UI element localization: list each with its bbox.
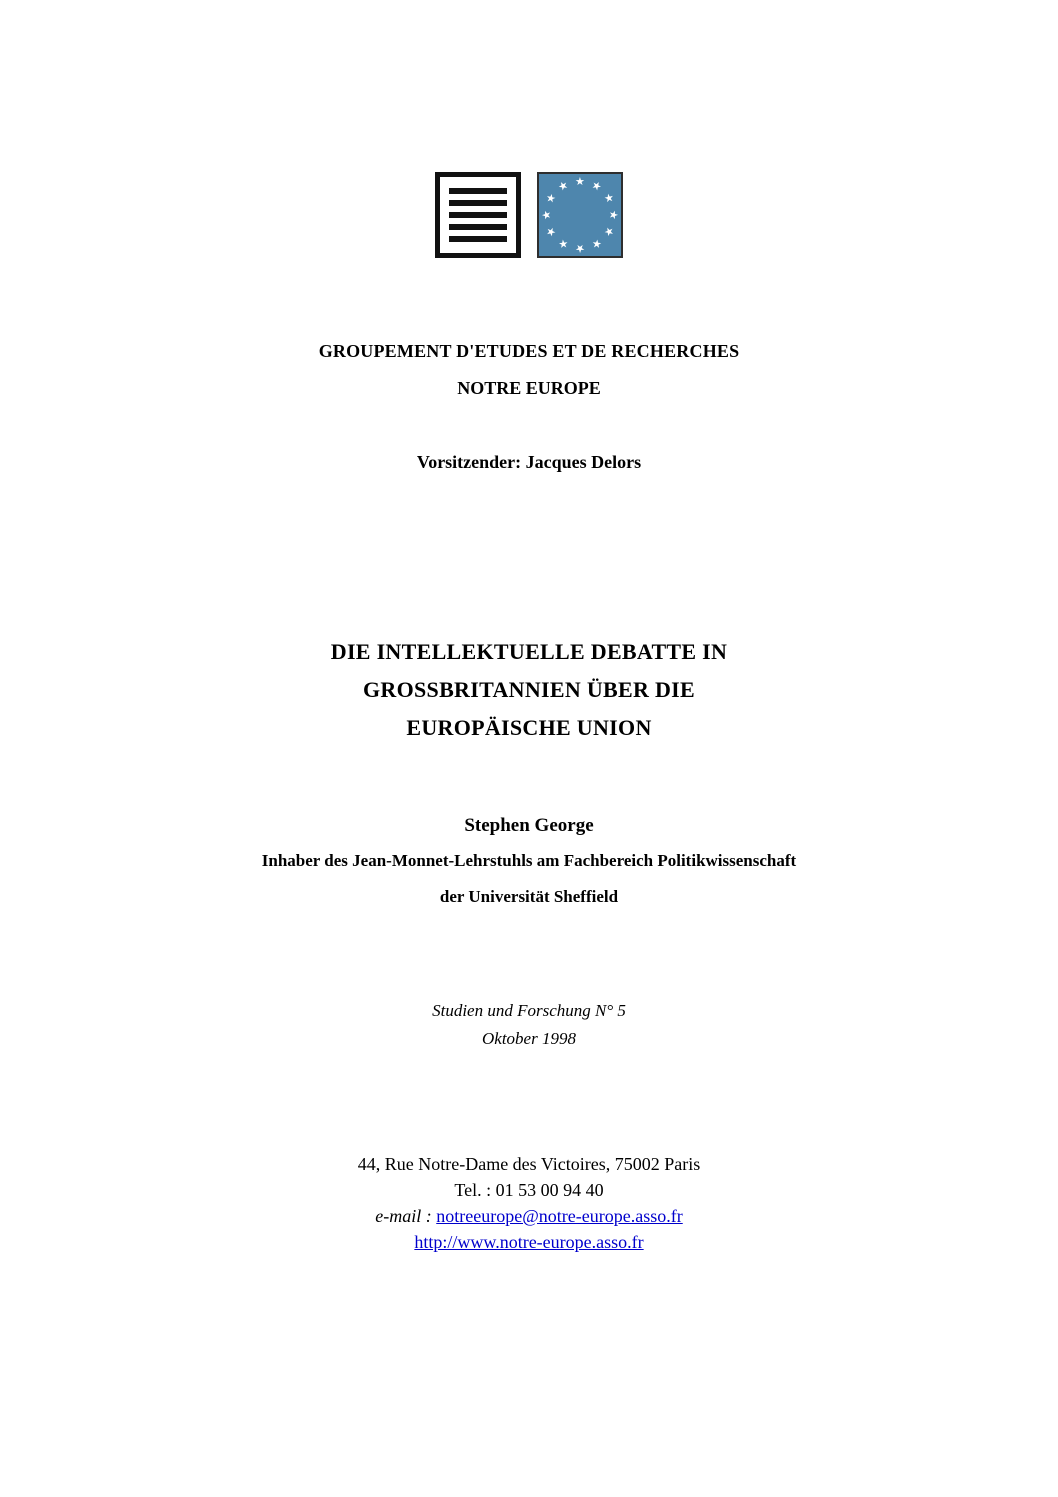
author-role-line2: der Universität Sheffield: [439, 887, 619, 906]
postal-address: 44, Rue Notre-Dame des Victoires, 75002 Paris: [357, 1154, 701, 1174]
email-line: [0, 1203, 1058, 1229]
series-block: [0, 997, 1058, 1053]
phone-number: Tel. : 01 53 00 94 40: [454, 1180, 604, 1200]
author-role-line1: Inhaber des Jean-Monnet-Lehrstuhls am Fachbereich Politikwissenschaft: [261, 851, 797, 870]
document-lines-logo-icon: [435, 172, 521, 258]
website-line: [0, 1229, 1058, 1255]
author-name: Stephen George: [464, 815, 594, 836]
logo-bar: [449, 236, 507, 242]
eu-flag-logo-icon: ★ ★ ★ ★ ★ ★ ★ ★ ★ ★ ★ ★: [537, 172, 623, 258]
title-line-2: GROSSBRITANNIEN ÜBER DIE: [363, 677, 695, 702]
website-link[interactable]: http://www.notre-europe.asso.fr: [414, 1232, 644, 1252]
contact-block: [0, 1151, 1058, 1255]
title-line-1: DIE INTELLEKTUELLE DEBATTE IN: [330, 639, 728, 664]
organisation-name-line2: NOTRE EUROPE: [457, 378, 601, 398]
publication-date: Oktober 1998: [482, 1029, 576, 1048]
title-line-3: EUROPÄISCHE UNION: [406, 715, 652, 740]
series-title: Studien und Forschung N° 5: [432, 1001, 626, 1020]
logo-bar: [449, 200, 507, 206]
logo-bar: [449, 212, 507, 218]
email-label: e-mail :: [375, 1206, 437, 1226]
logo-bar: [449, 224, 507, 230]
organisation-name-line1: GROUPEMENT D'ETUDES ET DE RECHERCHES: [318, 341, 740, 361]
logo-bar: [449, 188, 507, 194]
document-title: [0, 633, 1058, 747]
logo-row: [0, 172, 1058, 258]
email-link[interactable]: notreeurope@notre-europe.asso.fr: [436, 1206, 683, 1226]
chairman-line: Vorsitzender: Jacques Delors: [416, 452, 642, 472]
